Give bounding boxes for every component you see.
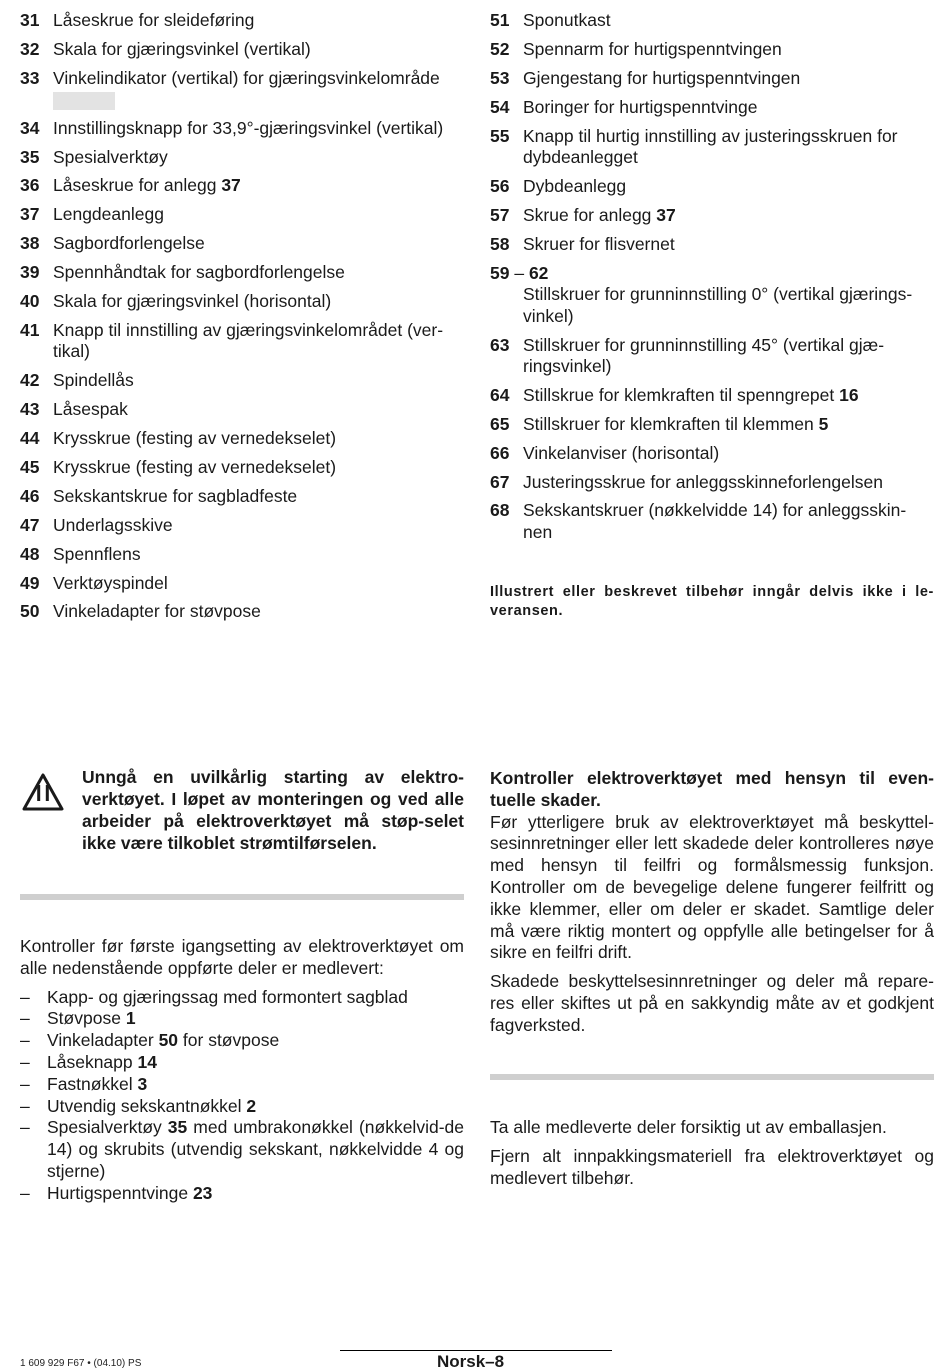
part-label: Verktøyspindel <box>53 572 168 593</box>
part-number: 40 <box>20 291 40 312</box>
part-number: 65 <box>490 413 510 434</box>
part-item <box>490 10 934 32</box>
part-label: Knapp til hurtig innstilling av justeringsskruen for dybdeanlegget <box>523 125 898 168</box>
unpack-paragraph: Fjern alt innpakkingsmateriell fra elektroverktøyet og medlevert tilbehør. <box>490 1145 934 1188</box>
part-label: Skala for gjæringsvinkel (vertikal) <box>53 38 311 59</box>
part-item <box>490 176 934 198</box>
part-number: 41 <box>20 319 40 340</box>
part-number: 63 <box>490 334 510 355</box>
part-label: Sekskantskruer (nøkkelvidde 14) for anleggsskin-nen <box>523 500 907 542</box>
part-label: Stillskruer for grunninnstilling 0° (vertikal gjærings-vinkel) <box>523 284 913 326</box>
part-item <box>490 385 934 407</box>
part-number: 66 <box>490 442 510 463</box>
part-item <box>20 262 464 284</box>
part-label: Spindellås <box>53 370 134 391</box>
list-item-text: Spesialverktøy <box>47 1117 162 1138</box>
part-item <box>20 399 464 421</box>
page-number: Norsk–8 <box>437 1352 505 1371</box>
part-label: Låseskrue for anlegg <box>53 175 217 196</box>
part-reference: 37 <box>221 175 241 196</box>
part-label: Krysskrue (festing av vernedekselet) <box>53 456 337 477</box>
damage-check-paragraph: Før ytterligere bruk av elektroverktøyet må beskyttel-sesinnretninger eller lett skadede deler kontrolleres nøye med hensyn til feilfri og formålsmessig funksjon. Kontroller om de bevegelige delene fungerer feilfritt og ikke klemmer, eller om deler er skadet. Samtlige deler må være riktig montert og oppfylle alle betingelser for å sikre en feilfri drift. <box>490 811 934 963</box>
part-label: Krysskrue (festing av vernedekselet) <box>53 428 337 449</box>
part-label: Spennarm for hurtigspenntvingen <box>523 38 782 59</box>
part-label: Sekskantskrue for sagbladfeste <box>53 485 298 506</box>
list-item-text: Fastnøkkel <box>47 1073 133 1094</box>
part-number: 56 <box>490 175 510 196</box>
list-item: – Fastnøkkel 3 <box>20 1073 148 1094</box>
part-item <box>490 205 934 227</box>
part-item <box>20 10 464 32</box>
damage-check-heading: Kontroller elektroverktøyet med hensyn til even-tuelle skader. <box>490 768 934 810</box>
part-reference: 14 <box>137 1051 157 1072</box>
part-number: 46 <box>20 485 40 506</box>
part-number: 34 <box>20 117 40 138</box>
warning-block <box>20 766 464 854</box>
part-item <box>490 335 934 378</box>
section-divider <box>20 894 464 900</box>
part-item <box>20 601 464 623</box>
part-reference: 1 <box>125 1008 136 1029</box>
list-item: – Utvendig sekskantnøkkel 2 <box>20 1095 257 1116</box>
part-label: Spennhåndtak for sagbordforlengelse <box>53 262 345 283</box>
list-item-text: Hurtigspenntvinge <box>47 1182 189 1203</box>
list-item: – Spesialverktøy 35 med umbrakonøkkel (nøkkelvid-de 14) og skrubits (utvendig sekskant, nøkkelvidde 4 og stjerne) <box>20 1117 464 1181</box>
damage-check-section <box>490 768 934 1044</box>
part-label: Boringer for hurtigspenntvinge <box>523 96 758 117</box>
part-label: Vinkelindikator (vertikal) for gjæringsvinkelområde <box>53 67 440 88</box>
part-item <box>20 291 464 313</box>
part-label: Låseskrue for sleideføring <box>53 10 255 30</box>
part-reference: 37 <box>656 204 676 225</box>
part-item <box>490 68 934 90</box>
part-number: 57 <box>490 204 510 225</box>
part-label: Spesialverktøy <box>53 146 168 167</box>
delivery-list <box>20 987 464 1205</box>
range-dash: – <box>514 262 525 283</box>
part-item <box>20 457 464 479</box>
part-number: 51 <box>490 10 510 30</box>
part-item <box>20 233 464 255</box>
unpack-section <box>490 1117 934 1196</box>
blank-placeholder-box <box>53 92 115 110</box>
list-item-suffix: med umbrakonøkkel (nøkkelvid-de 14) og skrubits (utvendig sekskant, nøkkelvidde 4 og stjerne) <box>47 1117 464 1181</box>
part-item <box>20 515 464 537</box>
part-number: 36 <box>20 175 40 196</box>
part-number: 67 <box>490 471 510 492</box>
part-reference: 23 <box>192 1182 213 1203</box>
part-label: Lengdeanlegg <box>53 204 164 225</box>
list-item: – Vinkeladapter 50 for støvpose <box>20 1030 280 1051</box>
range-to: 62 <box>528 262 549 283</box>
part-label: Underlagsskive <box>53 514 173 535</box>
part-number: 42 <box>20 370 40 391</box>
part-number: 49 <box>20 572 40 593</box>
part-label: Sagbordforlengelse <box>53 233 205 254</box>
part-item <box>20 147 464 169</box>
part-item <box>20 544 464 566</box>
part-item <box>490 39 934 61</box>
part-item <box>490 97 934 119</box>
warning-triangle-icon <box>22 772 64 812</box>
part-number: 45 <box>20 456 40 477</box>
part-label: Stillskruer for klemkraften til klemmen <box>523 413 814 434</box>
part-label: Spennflens <box>53 543 141 564</box>
part-number: 58 <box>490 233 510 254</box>
part-number: 64 <box>490 384 510 405</box>
part-reference: 5 <box>818 413 829 434</box>
unpack-paragraph: Ta alle medleverte deler forsiktig ut av emballasjen. <box>490 1117 887 1137</box>
accessory-note: Illustrert eller beskrevet tilbehør inngår delvis ikke i le-veransen. <box>490 584 934 619</box>
part-reference: 50 <box>158 1030 179 1051</box>
part-number: 37 <box>20 204 40 225</box>
part-label: Skala for gjæringsvinkel (horisontal) <box>53 291 332 312</box>
part-item <box>20 370 464 392</box>
list-item: – Støvpose 1 <box>20 1008 136 1029</box>
list-item-text: Støvpose <box>47 1008 121 1029</box>
part-item <box>20 573 464 595</box>
parts-list-right <box>490 10 934 551</box>
part-item <box>490 414 934 436</box>
part-label: Stillskrue for klemkraften til spenngrepet <box>523 384 835 405</box>
part-label: Sponutkast <box>523 10 611 30</box>
part-item <box>20 175 464 197</box>
delivery-intro: Kontroller før første igangsetting av elektroverktøyet om alle nedenstående oppførte deler er medlevert: <box>20 936 464 978</box>
part-item <box>20 320 464 363</box>
part-number: 50 <box>20 601 40 622</box>
part-label: Knapp til innstilling av gjæringsvinkelområdet (ver-tikal) <box>53 319 444 362</box>
part-label: Innstillingsknapp for 33,9°-gjæringsvinkel (vertikal) <box>53 117 444 138</box>
part-label: Gjengestang for hurtigspenntvingen <box>523 67 801 88</box>
part-number: 68 <box>490 500 510 521</box>
part-item <box>490 500 934 543</box>
part-number: 53 <box>490 67 510 88</box>
part-item <box>20 204 464 226</box>
delivery-section <box>20 936 464 1205</box>
part-reference: 3 <box>137 1073 148 1094</box>
part-number: 38 <box>20 233 40 254</box>
part-reference: 2 <box>246 1095 257 1116</box>
part-range-item <box>490 263 934 328</box>
part-item <box>20 118 464 140</box>
part-item <box>490 472 934 494</box>
list-item-text: Låseknapp <box>47 1051 133 1072</box>
part-number: 32 <box>20 38 40 59</box>
document-code: 1 609 929 F67 • (04.10) PS <box>20 1358 142 1369</box>
part-reference: 16 <box>839 384 859 405</box>
part-item <box>490 126 934 169</box>
section-divider <box>490 1074 934 1080</box>
part-number: 31 <box>20 10 40 30</box>
part-label: Skrue for anlegg <box>523 204 652 225</box>
part-number: 54 <box>490 96 510 117</box>
part-number: 52 <box>490 38 510 59</box>
list-item: – Hurtigspenntvinge 23 <box>20 1182 213 1203</box>
part-label: Vinkelanviser (horisontal) <box>523 442 720 463</box>
list-item: – Kapp- og gjæringssag med formontert sagblad <box>20 987 464 1009</box>
part-number: 48 <box>20 543 40 564</box>
part-item <box>490 443 934 465</box>
part-label: Stillskruer for grunninnstilling 45° (vertikal gjæ-ringsvinkel) <box>523 334 885 377</box>
part-label: Dybdeanlegg <box>523 175 627 196</box>
list-item-text: Kapp- og gjæringssag med formontert sagblad <box>47 986 408 1007</box>
part-number: 47 <box>20 514 40 535</box>
part-item <box>20 39 464 61</box>
part-item <box>20 68 464 111</box>
parts-list-left <box>20 10 464 630</box>
part-number: 33 <box>20 67 40 88</box>
range-from: 59 <box>490 262 510 283</box>
part-number: 43 <box>20 399 40 420</box>
part-item <box>20 486 464 508</box>
part-number: 44 <box>20 428 40 449</box>
part-item <box>490 234 934 256</box>
part-reference: 35 <box>167 1117 188 1138</box>
list-item-suffix: for støvpose <box>178 1030 280 1051</box>
part-number: 55 <box>490 125 510 146</box>
list-item: – Låseknapp 14 <box>20 1051 157 1072</box>
part-label: Skruer for flisvernet <box>523 233 675 254</box>
warning-text: Unngå en uvilkårlig starting av elektro-verktøyet. I løpet av monteringen og ved alle arbeider på elektroverktøyet må støp-selet ikke være tilkoblet strømtilførselen. <box>82 767 464 853</box>
part-label: Vinkeladapter for støvpose <box>53 601 261 622</box>
part-number: 35 <box>20 146 40 167</box>
footer-divider <box>340 1350 612 1351</box>
list-item-text: Utvendig sekskantnøkkel <box>47 1095 242 1116</box>
part-label: Justeringsskrue for anleggsskinneforlengelsen <box>523 471 883 492</box>
list-item-text: Vinkeladapter <box>47 1030 154 1051</box>
part-item <box>20 428 464 450</box>
damage-check-paragraph: Skadede beskyttelsesinnretninger og deler må repare-res eller skiftes ut på en sakkyndig måte av et godkjent fagverksted. <box>490 971 934 1035</box>
part-label: Låsespak <box>53 399 128 420</box>
part-number: 39 <box>20 262 40 283</box>
